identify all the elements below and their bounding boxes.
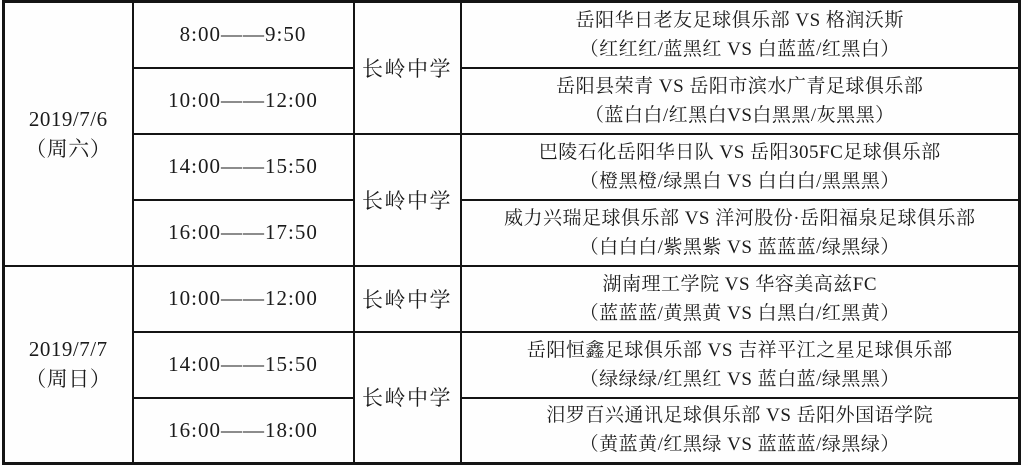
match-cell xyxy=(461,200,1020,266)
table-row xyxy=(4,266,1020,332)
venue-cell: 长岭中学 xyxy=(354,332,461,464)
venue-cell: 长岭中学 xyxy=(354,134,461,266)
weekday-text: （周六） xyxy=(25,136,112,161)
date-text: 2019/7/7 xyxy=(28,337,108,362)
table-row xyxy=(4,332,1020,398)
match-kits-line: （蓝白白/红黑白VS白黑黑/灰黑黑） xyxy=(584,104,895,126)
match-cell xyxy=(461,266,1020,332)
match-teams-line: 汨罗百兴通讯足球俱乐部 VS 岳阳外国语学院 xyxy=(546,405,934,427)
match-teams-line: 岳阳华日老友足球俱乐部 VS 格润沃斯 xyxy=(575,9,904,31)
match-kits-line: （橙黑橙/绿黑白 VS 白白白/黑黑黑） xyxy=(579,170,900,192)
match-schedule-table xyxy=(2,0,1021,465)
match-teams-line: 巴陵石化岳阳华日队 VS 岳阳305FC足球俱乐部 xyxy=(538,141,941,163)
date-cell-sunday xyxy=(4,266,133,464)
table-row xyxy=(4,134,1020,200)
match-cell xyxy=(461,398,1020,464)
match-teams-line: 威力兴瑞足球俱乐部 VS 洋河股份·岳阳福泉足球俱乐部 xyxy=(503,207,976,229)
match-kits-line: （绿绿绿/红黑红 VS 蓝白蓝/绿黑黑） xyxy=(579,368,900,390)
match-kits-line: （白白白/紫黑紫 VS 蓝蓝蓝/绿黑绿） xyxy=(579,236,900,258)
table-row xyxy=(4,2,1020,68)
time-cell: 8:00——9:50 xyxy=(133,2,354,68)
date-cell-saturday xyxy=(4,2,133,266)
table-row xyxy=(4,68,1020,134)
time-cell: 10:00——12:00 xyxy=(133,68,354,134)
match-kits-line: （红红红/蓝黑红 VS 白蓝蓝/红黑白） xyxy=(579,38,900,60)
table-row xyxy=(4,200,1020,266)
time-cell: 10:00——12:00 xyxy=(133,266,354,332)
time-cell: 14:00——15:50 xyxy=(133,332,354,398)
match-cell xyxy=(461,332,1020,398)
weekday-text: （周日） xyxy=(25,367,112,392)
time-cell: 16:00——17:50 xyxy=(133,200,354,266)
date-text: 2019/7/6 xyxy=(28,106,108,131)
match-cell xyxy=(461,2,1020,68)
time-cell: 16:00——18:00 xyxy=(133,398,354,464)
match-kits-line: （蓝蓝蓝/黄黑黄 VS 白黑白/红黑黄） xyxy=(579,302,900,324)
match-teams-line: 湖南理工学院 VS 华容美高兹FC xyxy=(602,273,878,295)
match-kits-line: （黄蓝黄/红黑绿 VS 蓝蓝蓝/绿黑绿） xyxy=(579,434,900,456)
match-cell xyxy=(461,68,1020,134)
time-cell: 14:00——15:50 xyxy=(133,134,354,200)
match-teams-line: 岳阳恒鑫足球俱乐部 VS 吉祥平江之星足球俱乐部 xyxy=(526,339,953,361)
match-cell xyxy=(461,134,1020,200)
table-row xyxy=(4,398,1020,464)
venue-cell: 长岭中学 xyxy=(354,266,461,332)
venue-cell: 长岭中学 xyxy=(354,2,461,134)
match-teams-line: 岳阳县荣青 VS 岳阳市滨水广青足球俱乐部 xyxy=(556,75,924,97)
